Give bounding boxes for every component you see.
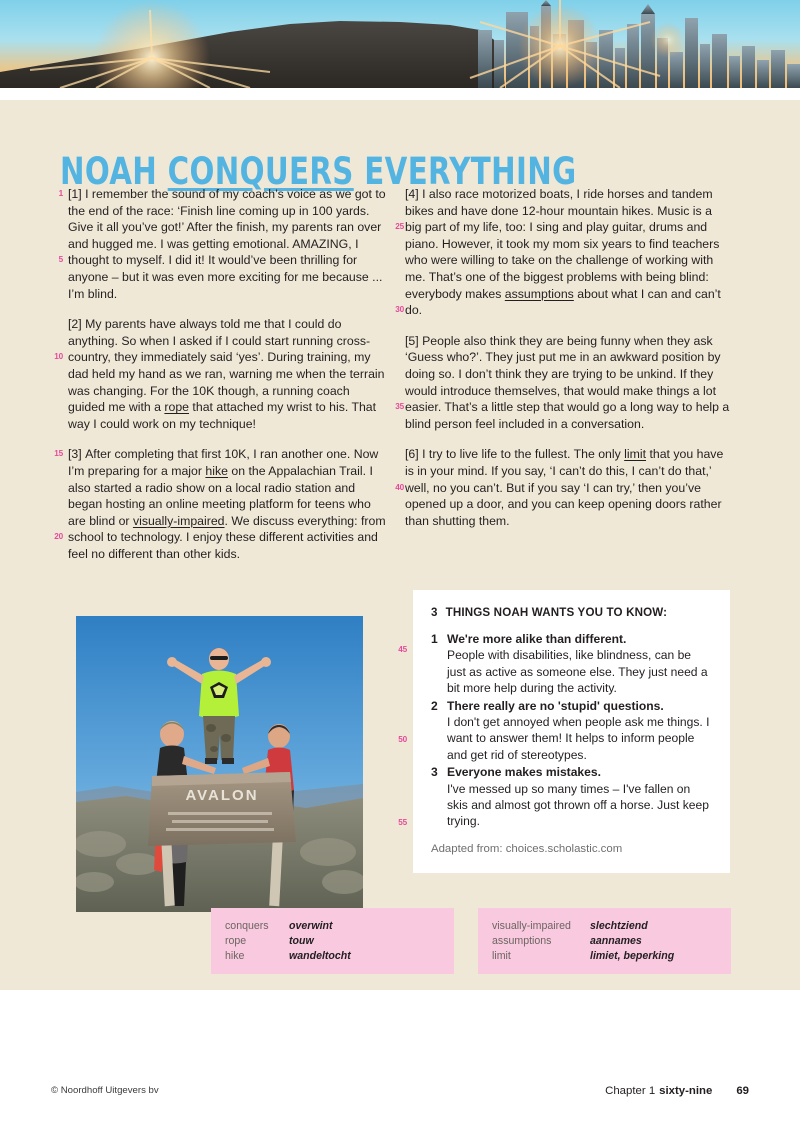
trail-sign xyxy=(148,772,296,846)
source-credit: Adapted from: choices.scholastic.com xyxy=(431,842,623,855)
glossary-term: conquers xyxy=(225,920,269,932)
item-number: 2 xyxy=(431,698,438,713)
line-number: 35 xyxy=(395,402,404,412)
line-number: 5 xyxy=(58,255,63,265)
glossary-box-left xyxy=(211,908,454,974)
heading-number: 3 xyxy=(431,606,438,619)
glossary-translation: aannames xyxy=(590,935,642,948)
glossary-translation: overwint xyxy=(289,920,333,932)
footer-right xyxy=(605,1085,749,1097)
item-number: 1 xyxy=(431,632,438,646)
paragraph-1: 1 5 [1] I remember the sound of my coach’s voice as we got to the end of the race: ‘Finish line coming up in 100 yards. Give it all you’ve got!’ After the finish, my parents ran over and hugged me. I was getting emotional. AMAZING, I thought to myself. I did it! It would’ve been thrilling for anyone – but it was even more exciting for me because ... I’m blind. xyxy=(68,186,386,302)
spelled-page-number: sixty-nine xyxy=(659,1085,713,1097)
things-to-know-heading xyxy=(431,606,712,619)
glossary-row xyxy=(211,949,454,964)
glossary-term-hike: hike xyxy=(205,463,228,478)
header-banner-image xyxy=(0,0,800,88)
glossary-translation: touw xyxy=(289,935,314,948)
glossary-translation: slechtziend xyxy=(590,920,648,932)
line-number: 40 xyxy=(395,482,404,492)
glossary-term: rope xyxy=(225,935,247,948)
glossary-row xyxy=(478,949,731,964)
paragraph-3: 15 20 [3] After completing that first 10K, I ran another one. Now I’m preparing for a major hike on the Appalachian Trail. I also started a radio show on a local radio station and began hosting an online meeting platform for teens who are blind or visually-impaired. We discuss everything: from school to technology. I enjoy these different activities and feel no different than other kids. xyxy=(68,446,386,562)
page-number: 69 xyxy=(736,1085,749,1097)
glossary-term-assumptions: assumptions xyxy=(504,286,574,301)
summit-photo xyxy=(76,616,363,912)
summit-photo-illustration xyxy=(76,616,363,912)
page-title xyxy=(60,149,577,193)
item-heading: There really are no 'stupid' questions. xyxy=(447,698,664,713)
heading-text: THINGS NOAH WANTS YOU TO KNOW: xyxy=(445,606,668,619)
glossary-term: hike xyxy=(225,950,245,963)
line-number: 50 xyxy=(398,735,407,744)
chapter-label: Chapter 1 xyxy=(605,1085,656,1097)
item-body: People with disabilities, like blindness, can be just as active as someone else. They just need a bit more help during the activity. xyxy=(447,648,708,696)
line-number: 10 xyxy=(54,352,63,362)
glossary-row xyxy=(211,919,454,934)
paragraph-6: 40 [6] I try to live life to the fullest. The only limit that you have is in your mind. If you say, ‘I can’t do this, I can’t do that,’ well, no you can’t. But if you say ‘I can try,’ then you’ve opened up a door, and you can keep opening doors rather than shutting them. xyxy=(405,446,730,529)
paragraph-2: 10 [2] My parents have always told me that I could do anything. So when I asked if I could start running cross-country, they immediately said ‘yes’. During training, my dad held my hand as we ran, warning me when the terrain was changing. For the 10K though, a running coach guided me with a rope that attached my wrist to his. That way I could work on my technique! xyxy=(68,316,386,432)
glossary-term: limit xyxy=(492,950,511,963)
article-right-column xyxy=(395,186,730,529)
list-item xyxy=(431,698,712,764)
list-item xyxy=(431,631,712,697)
glossary-term: assumptions xyxy=(492,935,552,948)
glossary-row xyxy=(211,934,454,949)
line-number: 45 xyxy=(398,645,407,654)
title-part-after: EVERYTHING xyxy=(353,149,577,193)
page-footer xyxy=(0,1085,800,1105)
sign-text: AVALON xyxy=(185,787,259,804)
glossary-translation: wandeltocht xyxy=(289,950,351,963)
glossary-box-right xyxy=(478,908,731,974)
glossary-row xyxy=(478,934,731,949)
copyright-notice: © Noordhoff Uitgevers bv xyxy=(51,1085,159,1096)
item-heading: Everyone makes mistakes. xyxy=(447,765,601,780)
line-number: 55 xyxy=(398,818,407,827)
glossary-translation: limiet, beperking xyxy=(590,950,675,963)
glossary-term-visually-impaired: visually-impaired xyxy=(132,513,225,528)
line-number: 20 xyxy=(54,532,63,542)
item-number: 3 xyxy=(431,765,438,780)
line-number: 15 xyxy=(54,449,63,459)
paragraph-5: 35 [5] People also think they are being funny when they ask ‘Guess who?’. They just put me in an awkward position by doing so. I don’t think they are trying to be unkind. If they would introduce themselves, that would make things a lot easier. That’s a little step that would go a long way to help a blind person feel included in a conversation. xyxy=(405,333,730,433)
item-body: I've messed up so many times – I've fallen on skis and almost got thrown off a horse. Just keep trying. xyxy=(447,781,709,829)
item-heading: We're more alike than different. xyxy=(447,632,627,646)
article-left-column xyxy=(54,186,386,562)
glossary-term-limit: limit xyxy=(624,447,647,462)
glossary-term: visually-impaired xyxy=(492,920,571,932)
title-part-before: NOAH xyxy=(60,149,168,193)
line-number: 25 xyxy=(395,222,404,232)
paragraph-4: 25 30 [4] I also race motorized boats, I ride horses and tandem bikes and have done 12-hour mountain hikes. Music is a big part of my life, too: I sing and play guitar, drums and piano. However, it took my mom six years to find teachers who were willing to take on the challenge of working with me. That’s one of the biggest problems with being blind: everybody makes assumptions about what I can and can’t do. xyxy=(405,186,730,319)
glossary-row xyxy=(478,919,731,934)
line-number: 1 xyxy=(58,189,63,198)
glossary-term-rope: rope xyxy=(164,400,190,415)
title-part-underlined: CONQUERS xyxy=(167,149,354,193)
things-to-know-box xyxy=(413,590,730,873)
line-number: 30 xyxy=(395,305,404,315)
item-body: I don't get annoyed when people ask me things. I want to answer them! It helps to inform people and get rid of stereotypes. xyxy=(447,715,710,762)
list-item xyxy=(431,764,712,830)
banner-illustration xyxy=(0,0,800,88)
